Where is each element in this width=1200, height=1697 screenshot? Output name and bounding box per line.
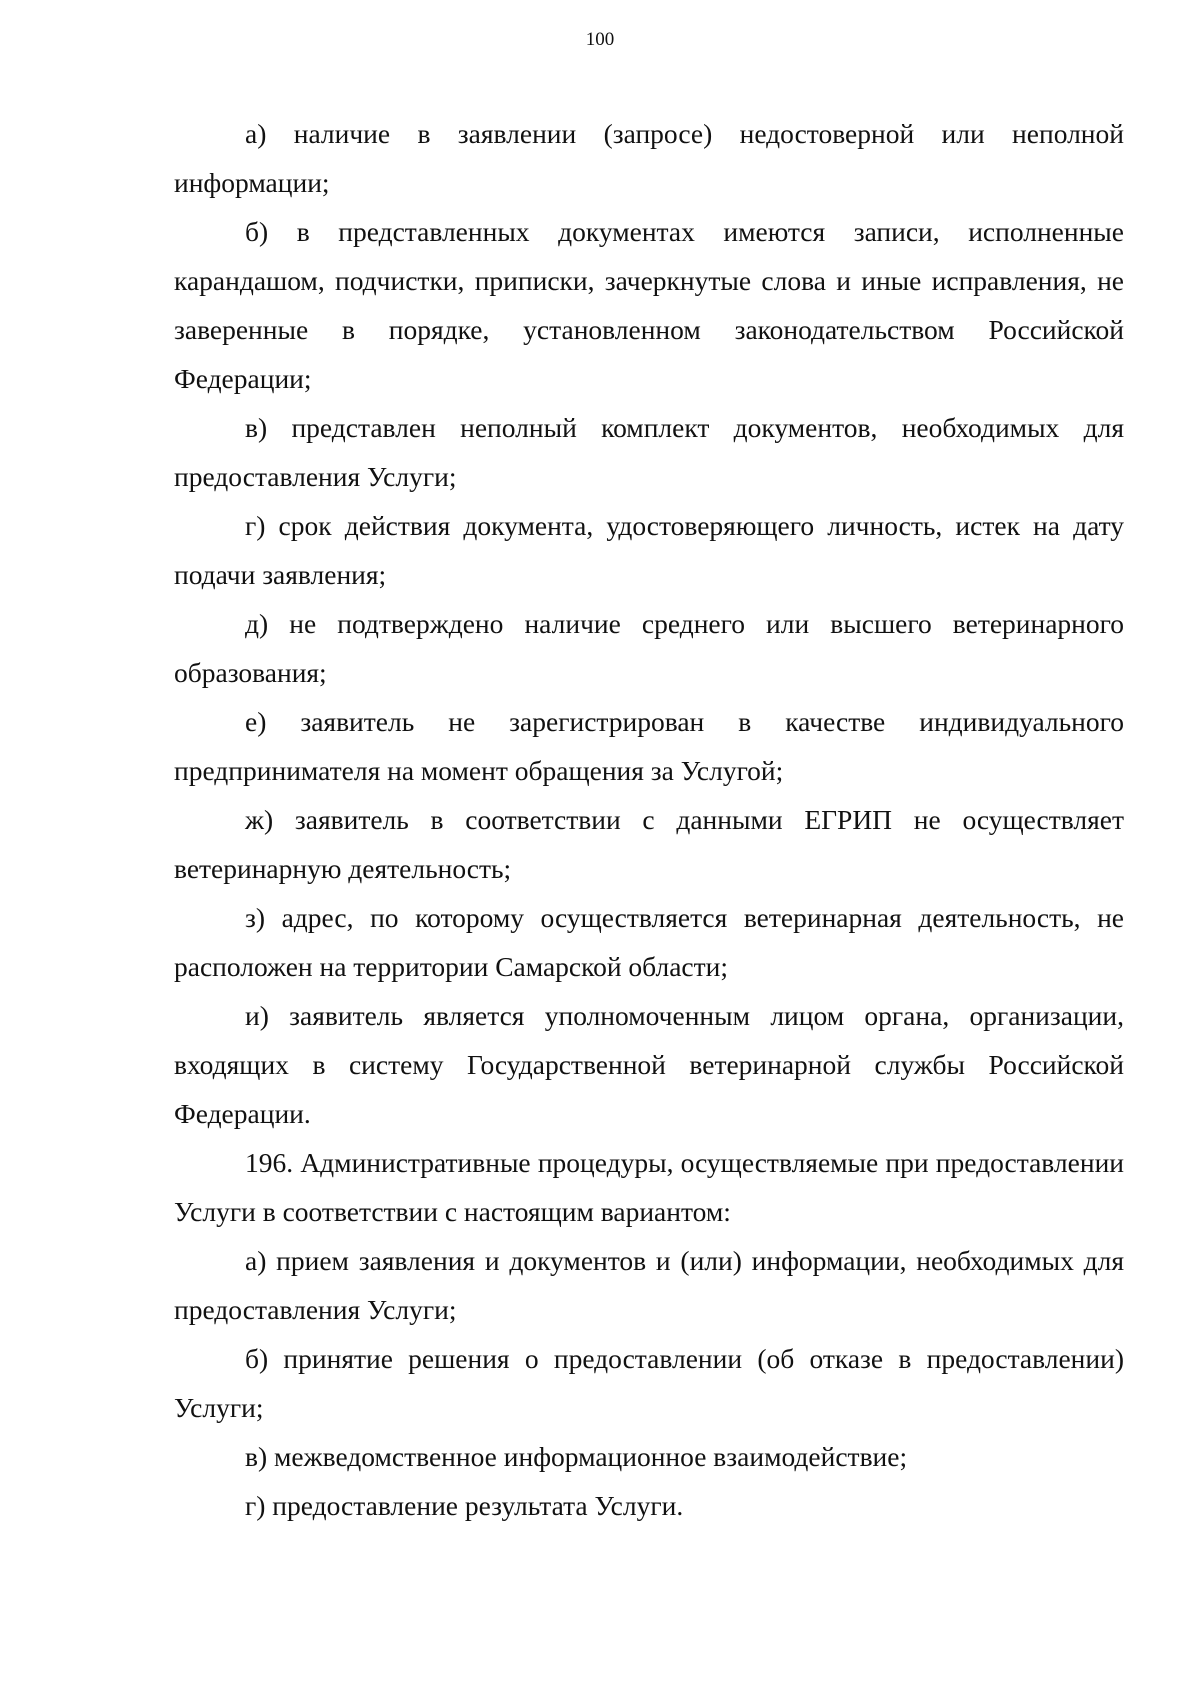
- paragraph-procedure-v: в) межведомственное информационное взаимодействие;: [245, 1441, 908, 1472]
- paragraph-refusal-b: б) в представленных документах имеются записи, исполненные карандашом, подчистки, приписки, зачеркнутые слова и иные исправления, не заверенные в порядке, установленном законодательством Российской Федерации;: [174, 216, 1124, 394]
- document-body: [174, 109, 1124, 1530]
- paragraph-refusal-i: и) заявитель является уполномоченным лицом органа, организации, входящих в систему Государственной ветеринарной службы Российской Федерации.: [174, 1000, 1124, 1129]
- paragraph-refusal-g: г) срок действия документа, удостоверяющего личность, истек на дату подачи заявления;: [174, 510, 1124, 590]
- paragraph-refusal-v: в) представлен неполный комплект документов, необходимых для предоставления Услуги;: [174, 412, 1124, 492]
- paragraph-procedure-g: г) предоставление результата Услуги.: [245, 1490, 684, 1521]
- paragraph-refusal-a: а) наличие в заявлении (запросе) недостоверной или неполной информации;: [174, 118, 1124, 198]
- paragraph-section-196: 196. Административные процедуры, осуществляемые при предоставлении Услуги в соответствии с настоящим вариантом:: [174, 1147, 1124, 1227]
- paragraph-procedure-a: а) прием заявления и документов и (или) информации, необходимых для предоставления Услуги;: [174, 1245, 1124, 1325]
- paragraph-refusal-d: д) не подтверждено наличие среднего или высшего ветеринарного образования;: [174, 608, 1124, 688]
- paragraph-procedure-b: б) принятие решения о предоставлении (об отказе в предоставлении) Услуги;: [174, 1343, 1124, 1423]
- paragraph-refusal-e: е) заявитель не зарегистрирован в качестве индивидуального предпринимателя на момент обращения за Услугой;: [174, 706, 1124, 786]
- paragraph-refusal-z: з) адрес, по которому осуществляется ветеринарная деятельность, не расположен на территории Самарской области;: [174, 902, 1124, 982]
- page-number: 100: [585, 29, 615, 50]
- paragraph-refusal-zh: ж) заявитель в соответствии с данными ЕГРИП не осуществляет ветеринарную деятельность;: [174, 804, 1124, 884]
